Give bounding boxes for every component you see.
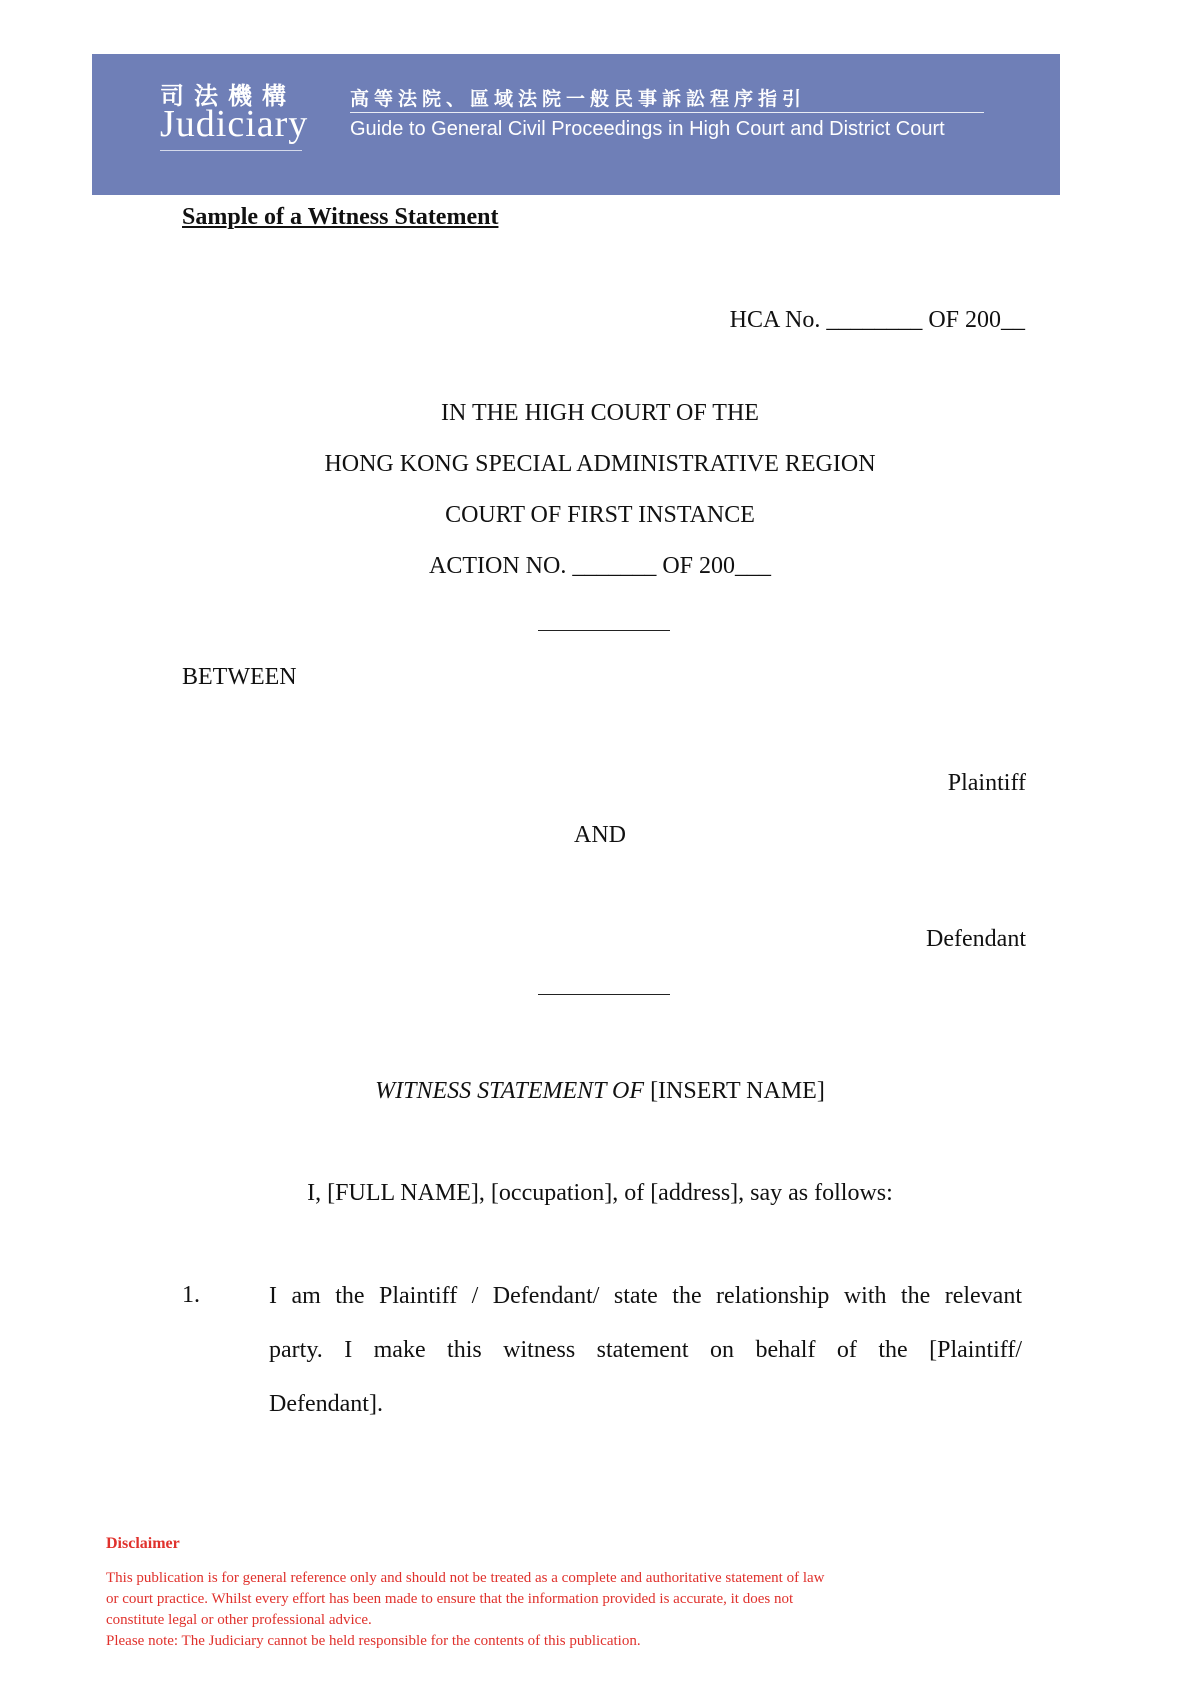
disclaimer-line-1: This publication is for general reference only and should not be treated as a complete and authoritative statement of law	[106, 1570, 825, 1586]
defendant-label: Defendant	[926, 926, 1026, 952]
logo-underline	[160, 150, 302, 151]
court-line-2: HONG KONG SPECIAL ADMINISTRATIVE REGION	[324, 451, 876, 477]
guide-title-cjk: 高等法院、區域法院一般民事訴訟程序指引	[350, 88, 807, 110]
paragraph-line-1: I am the Plaintiff / Defendant/ state the relationship with the relevant	[269, 1283, 1022, 1309]
disclaimer-line-4: Please note: The Judiciary cannot be held responsible for the contents of this publication.	[106, 1633, 641, 1649]
court-line-1: IN THE HIGH COURT OF THE	[441, 400, 759, 426]
plaintiff-label: Plaintiff	[947, 770, 1026, 796]
and-label: AND	[574, 822, 626, 848]
banner-divider	[350, 112, 984, 113]
between-label: BETWEEN	[182, 664, 297, 690]
judiciary-logo-cjk: 司法機構	[160, 82, 296, 110]
paragraph-number: 1.	[182, 1282, 200, 1308]
header-banner	[92, 54, 1060, 195]
insert-name-placeholder: [INSERT NAME]	[650, 1078, 825, 1104]
disclaimer-line-3: constitute legal or other professional advice.	[106, 1612, 372, 1628]
court-line-3: COURT OF FIRST INSTANCE	[445, 502, 755, 528]
intro-statement: I, [FULL NAME], [occupation], of [address], say as follows:	[307, 1180, 893, 1206]
paragraph-body	[269, 1282, 1022, 1444]
paragraph-line-3: Defendant].	[269, 1391, 383, 1417]
disclaimer-text	[106, 1568, 936, 1652]
separator-rule-top	[538, 630, 670, 631]
guide-title-en: Guide to General Civil Proceedings in High Court and District Court	[350, 118, 945, 140]
paragraph-line-2: party. I make this witness statement on behalf of the [Plaintiff/	[269, 1337, 1022, 1363]
witness-statement-title	[0, 1078, 1200, 1105]
disclaimer-title: Disclaimer	[106, 1535, 180, 1552]
action-number-line: ACTION NO. _______ OF 200___	[429, 553, 771, 579]
sample-title: Sample of a Witness Statement	[182, 204, 499, 230]
hca-number-line: HCA No. ________ OF 200__	[729, 307, 1025, 333]
judiciary-logo-text: Judiciary	[160, 103, 309, 145]
separator-rule-bottom	[538, 994, 670, 995]
disclaimer-line-2: or court practice. Whilst every effort has been made to ensure that the information provided is accurate, it does not	[106, 1591, 794, 1607]
witness-statement-of: WITNESS STATEMENT OF	[375, 1078, 645, 1104]
